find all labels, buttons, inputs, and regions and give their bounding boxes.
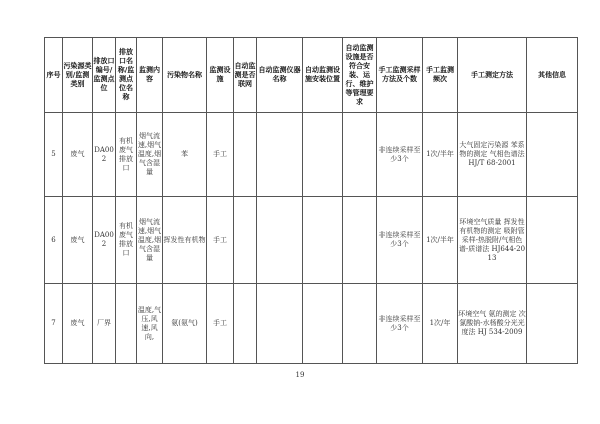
header-cell: 自动监测设施是否符合安装、运行、维护等管理要求 [343, 38, 377, 113]
instrument-cell [257, 197, 303, 284]
header-cell: 排放口编号/监测点位 [93, 38, 116, 113]
pollutant-cell: 氨(氨气) [163, 284, 207, 364]
content-cell: 烟气流速,烟气温度,烟气含湿量 [137, 197, 163, 284]
header-cell: 手工监测采样方法及个数 [377, 38, 423, 113]
install-position-cell [303, 284, 343, 364]
category-cell: 废气 [63, 113, 93, 197]
method-cell: 环境空气质量 挥发性有机物的测定 吸附管采样-热脱附/气相色谱-质谱法 HJ644-2013 [458, 197, 527, 284]
content-cell: 烟气流速,烟气温度,烟气含湿量 [137, 113, 163, 197]
facility-cell: 手工 [207, 197, 234, 284]
table-row [45, 197, 578, 284]
header-cell: 排放口名称/监测点位名称 [116, 38, 137, 113]
table-row [45, 113, 578, 197]
outlet-name-cell [116, 284, 137, 364]
install-position-cell [303, 197, 343, 284]
pollutant-cell: 苯 [163, 113, 207, 197]
header-cell: 自动监测仪器名称 [257, 38, 303, 113]
header-cell: 自动监测设施安装位置 [303, 38, 343, 113]
method-cell: 大气固定污染源 苯系物的测定 气相色谱法 HJ/T 68-2001 [458, 113, 527, 197]
header-row [45, 38, 578, 113]
header-cell: 手工测定方法 [458, 38, 527, 113]
outlet-code-cell: 厂界 [93, 284, 116, 364]
header-cell: 其他信息 [527, 38, 578, 113]
row-number: 5 [45, 113, 63, 197]
frequency-cell: 1次/半年 [423, 197, 458, 284]
content-cell: 温度,气压,风速,风向, [137, 284, 163, 364]
outlet-name-cell: 有机废气排放口 [116, 197, 137, 284]
other-cell [527, 197, 578, 284]
header-cell: 污染物名称 [163, 38, 207, 113]
category-cell: 废气 [63, 284, 93, 364]
monitoring-table [44, 37, 578, 364]
header-cell: 污染源类别/监测类别 [63, 38, 93, 113]
row-number: 7 [45, 284, 63, 364]
page-number: 19 [295, 371, 305, 379]
header-cell: 序号 [45, 38, 63, 113]
table-row [45, 284, 578, 364]
networked-cell [234, 113, 257, 197]
compliance-cell [343, 284, 377, 364]
instrument-cell [257, 284, 303, 364]
header-cell: 手工监测频次 [423, 38, 458, 113]
compliance-cell [343, 113, 377, 197]
facility-cell: 手工 [207, 113, 234, 197]
outlet-name-cell: 有机废气排放口 [116, 113, 137, 197]
pollutant-cell: 挥发性有机物 [163, 197, 207, 284]
header-cell: 自动监测是否联网 [234, 38, 257, 113]
frequency-cell: 1次/半年 [423, 113, 458, 197]
networked-cell [234, 197, 257, 284]
compliance-cell [343, 197, 377, 284]
header-cell: 监测内容 [137, 38, 163, 113]
header-cell: 监测设施 [207, 38, 234, 113]
outlet-code-cell: DA002 [93, 197, 116, 284]
sampling-cell: 非连续采样至少3个 [377, 284, 423, 364]
outlet-code-cell: DA002 [93, 113, 116, 197]
frequency-cell: 1次/年 [423, 284, 458, 364]
instrument-cell [257, 113, 303, 197]
row-number: 6 [45, 197, 63, 284]
networked-cell [234, 284, 257, 364]
category-cell: 废气 [63, 197, 93, 284]
method-cell: 环境空气 氨的测定 次氯酸钠-水杨酸分光光度法 HJ 534-2009 [458, 284, 527, 364]
sampling-cell: 非连续采样至少3个 [377, 113, 423, 197]
other-cell [527, 113, 578, 197]
sampling-cell: 非连续采样至少3个 [377, 197, 423, 284]
install-position-cell [303, 113, 343, 197]
facility-cell: 手工 [207, 284, 234, 364]
other-cell [527, 284, 578, 364]
